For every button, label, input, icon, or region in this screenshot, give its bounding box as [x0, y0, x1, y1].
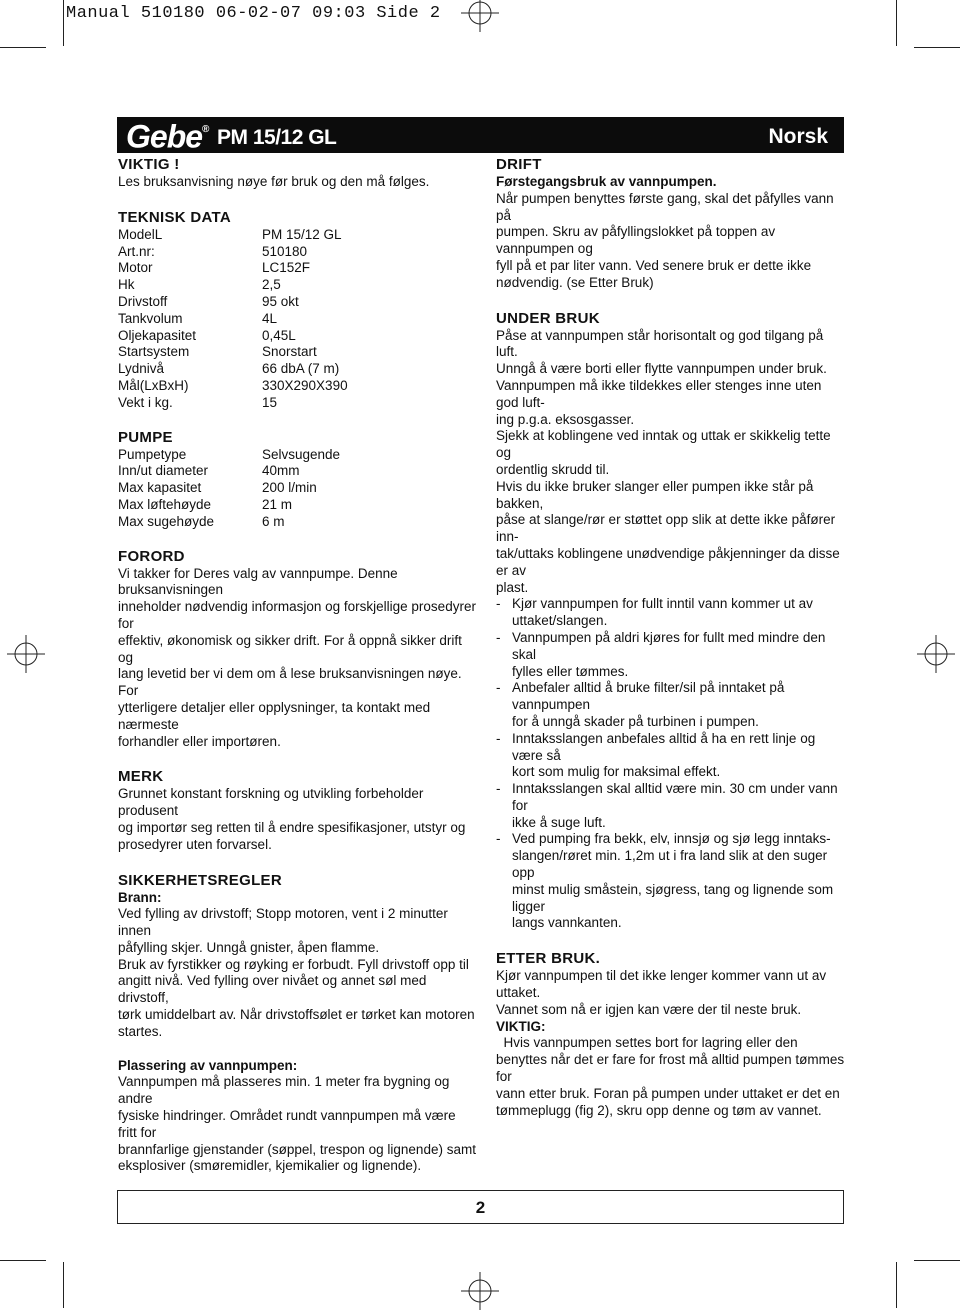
spec-label: ModelL [118, 226, 163, 242]
viktig-note-label: VIKTIG: [496, 1018, 546, 1034]
sikkerhetsregler-heading: SIKKERHETSREGLER [118, 871, 282, 889]
viktig-note-line: benyttes når det er fare for frost må alltid pumpen tømmes for [496, 1052, 845, 1085]
under-bruk-line: plast. [496, 579, 529, 595]
plassering-line: brannfarlige gjenstander (søppel, trespon og lignende) samt [118, 1141, 476, 1157]
forord-heading: FORORD [118, 547, 185, 565]
forstegangsbruk-line: pumpen. Skru av påfyllingslokket på toppen av vannpumpen og [496, 224, 776, 257]
forord-line: inneholder nødvendig informasjon og forskjellige prosedyrer for [118, 599, 476, 631]
plassering-line: fysiske hindringer. Området rundt vannpumpen må være fritt for [118, 1108, 456, 1140]
dash-bullet: - [496, 781, 501, 797]
brann-line: tørk umiddelbart av. Når drivstoffsølet er tørket kan motoren [118, 1007, 475, 1023]
spec-value: 6 m [262, 513, 285, 529]
list-item-line: Inntaksslangen skal alltid være min. 30 cm under vann for [512, 781, 838, 813]
list-item-line: Anbefaler alltid å bruke filter/sil på inntaket på vannpumpen [512, 680, 785, 713]
under-bruk-line: tak/uttaks koblingene unødvendige påkjenninger da disse er av [496, 545, 840, 578]
under-bruk-text [496, 328, 846, 597]
spec-label: Art.nr: [118, 243, 155, 259]
list-item [496, 680, 846, 730]
list-item [496, 831, 846, 932]
brann-line: Bruk av fyrstikker og røyking er forbudt. Fyll drivstoff opp til [118, 956, 469, 972]
spec-label: Max kapasitet [118, 480, 202, 496]
viktig-heading: VIKTIG ! [118, 156, 180, 173]
viktig-note-line: tømmeplugg (fig 2), skru opp denne og tøm av vannet. [496, 1102, 822, 1118]
drift-heading: DRIFT [496, 156, 542, 173]
spec-row [118, 514, 478, 531]
spec-label: Mål(LxBxH) [118, 377, 189, 393]
list-item-line: Inntaksslangen anbefales alltid å ha en rett linje og være så [512, 730, 816, 763]
list-item-line: Vannpumpen på aldri kjøres for fullt med mindre den skal [512, 629, 826, 662]
etter-bruk-text [496, 968, 846, 1018]
model-title: PM 15/12 GL [217, 126, 337, 149]
spec-row [118, 277, 478, 294]
dash-bullet: - [496, 596, 501, 612]
spec-label: Inn/ut diameter [118, 463, 209, 479]
dash-bullet: - [496, 680, 501, 696]
forord-line: ytterligere detaljer eller opplysninger, ta kontakt med nærmeste [118, 699, 431, 732]
under-bruk-heading: UNDER BRUK [496, 309, 600, 327]
list-item-line: langs vannkanten. [512, 915, 622, 931]
spec-row [118, 244, 478, 261]
spec-row [118, 311, 478, 328]
forord-line: forhandler eller importøren. [118, 733, 281, 749]
spec-value: Selvsugende [262, 446, 341, 462]
list-item-text [512, 630, 846, 680]
crop-mark [63, 0, 64, 46]
merk-heading: MERK [118, 768, 164, 786]
brann-line: Ved fylling av drivstoff; Stopp motoren, vent i 2 minutter innen [118, 906, 448, 939]
forord-line: Vi takker for Deres valg av vannpumpe. Denne bruksanvisningen [118, 565, 398, 598]
list-item-line: kort som mulig for maksimal effekt. [512, 764, 721, 780]
dash-bullet: - [496, 730, 501, 746]
list-item [496, 731, 846, 781]
brann-line: påfylling skjer. Unngå gnister, åpen flamme. [118, 939, 380, 955]
right-column [496, 155, 846, 1119]
viktig-note-first-line: Hvis vannpumpen settes bort for lagring eller den [496, 1035, 798, 1051]
under-bruk-line: påse at slange/rør er støttet opp slik at dette ikke påfører inn- [496, 512, 836, 545]
spec-row [118, 447, 478, 464]
spec-row [118, 395, 478, 412]
etter-bruk-line: Kjør vannpumpen til det ikke lenger kommer vann ut av uttaket. [496, 968, 827, 1001]
spec-label: Max sugehøyde [118, 513, 215, 529]
page-number: 2 [475, 1198, 486, 1217]
forstegangsbruk-text [496, 191, 846, 292]
spec-label: Pumpetype [118, 446, 187, 462]
spec-row [118, 361, 478, 378]
forstegangsbruk-line: Når pumpen benyttes første gang, skal det påfylles vann på [496, 190, 834, 223]
merk-line: prosedyrer uten forvarsel. [118, 836, 272, 852]
language-label: Norsk [768, 125, 828, 148]
forord-line: effektiv, økonomisk og sikker drift. For å oppnå sikker drift og [118, 632, 462, 665]
etter-bruk-heading: ETTER BRUK. [496, 950, 601, 968]
spec-value: 330X290X390 [262, 377, 348, 393]
list-item-text [512, 596, 846, 630]
spec-value: PM 15/12 GL [262, 226, 342, 242]
pumpe-heading: PUMPE [118, 428, 173, 446]
crop-mark [914, 1260, 960, 1261]
spec-label: Startsystem [118, 344, 190, 360]
title-banner [117, 117, 844, 153]
teknisk-data-heading: TEKNISK DATA [118, 208, 232, 226]
forstegangsbruk-subheading: Førstegangsbruk av vannpumpen. [496, 174, 717, 189]
under-bruk-line: Påse at vannpumpen står horisontalt og god tilgang på luft. [496, 327, 824, 360]
viktig-text: Les bruksanvisning nøye før bruk og den må følges. [118, 174, 430, 189]
spec-value: 66 dbA (7 m) [262, 361, 340, 377]
spec-row [118, 480, 478, 497]
crop-mark [896, 0, 897, 46]
under-bruk-line: ing p.g.a. eksosgasser. [496, 411, 635, 427]
pumpe-table [118, 447, 478, 531]
spec-value: 510180 [262, 243, 308, 259]
gebe-logo: Gebe® [126, 118, 209, 155]
under-bruk-line: Vannpumpen må ikke tildekkes eller stenges inne uten god luft- [496, 377, 822, 410]
spec-value: 2,5 [262, 277, 281, 293]
etter-bruk-line: Vannet som nå er igjen kan være der til neste bruk. [496, 1001, 802, 1017]
spec-value: 40mm [262, 463, 300, 479]
spec-row [118, 227, 478, 244]
spec-label: Oljekapasitet [118, 327, 197, 343]
registration-mark-icon [7, 635, 45, 673]
list-item [496, 781, 846, 831]
spec-label: Vekt i kg. [118, 394, 173, 410]
spec-label: Tankvolum [118, 310, 183, 326]
list-item-line: Ved pumping fra bekk, elv, innsjø og sjø legg inntaks- [512, 831, 831, 847]
list-item-text [512, 731, 846, 781]
viktig-note [496, 1019, 846, 1053]
forord-line: lang levetid ber vi dem om å lese bruksanvisningen nøye. For [118, 666, 462, 699]
list-item-line: uttaket/slangen. [512, 613, 608, 629]
spec-label: Max løftehøyde [118, 496, 212, 512]
under-bruk-line: Unngå å være borti eller flytte vannpumpen under bruk. [496, 361, 827, 377]
under-bruk-line: ordentlig skrudd til. [496, 461, 610, 477]
plassering-line: eksplosiver (smøremidler, kjemikalier og lignende). [118, 1158, 422, 1174]
spec-row [118, 344, 478, 361]
spec-row [118, 378, 478, 395]
spec-value: 200 l/min [262, 480, 317, 496]
spec-row [118, 260, 478, 277]
spec-row [118, 294, 478, 311]
spec-value: 4L [262, 310, 278, 326]
list-item-line: for å unngå skader på turbinen i pumpen. [512, 713, 759, 729]
crop-mark [0, 1260, 46, 1261]
list-item-line: Kjør vannpumpen for fullt inntil vann kommer ut av [512, 596, 813, 612]
spec-value: 0,45L [262, 327, 296, 343]
forord-text [118, 566, 478, 751]
spec-label: Motor [118, 260, 153, 276]
crop-mark [914, 47, 960, 48]
spec-value: 95 okt [262, 293, 299, 309]
plassering-subheading: Plassering av vannpumpen: [118, 1057, 298, 1073]
registration-mark-icon [461, 1272, 499, 1310]
dash-bullet: - [496, 831, 501, 847]
list-item [496, 630, 846, 680]
registration-mark-icon [917, 635, 955, 673]
spec-row [118, 328, 478, 345]
list-item-text [512, 680, 846, 730]
list-item-text [512, 781, 846, 831]
spec-value: Snorstart [262, 344, 317, 360]
under-bruk-list [496, 596, 846, 932]
plassering-text [118, 1074, 478, 1175]
list-item-line: minst mulig småstein, sjøgress, tang og lignende som ligger [512, 881, 834, 914]
plassering-line: Vannpumpen må plasseres min. 1 meter fra bygning og andre [118, 1074, 450, 1107]
spec-value: 15 [262, 394, 278, 410]
crop-mark [896, 1262, 897, 1308]
viktig-note-line: vann etter bruk. Foran på pumpen under uttaket er det en [496, 1085, 840, 1101]
left-column [118, 155, 478, 1175]
teknisk-data-table [118, 227, 478, 412]
merk-line: Grunnet konstant forskning og utvikling forbeholder produsent [118, 786, 424, 819]
spec-value: 21 m [262, 496, 293, 512]
list-item-line: ikke å suge luft. [512, 814, 606, 830]
spec-value: LC152F [262, 260, 311, 276]
spec-row [118, 463, 478, 480]
list-item-line: slangen/røret min. 1,2m ut i fra land slik at den suger opp [512, 848, 828, 881]
spec-label: Drivstoff [118, 293, 168, 309]
forstegangsbruk-line: nødvendig. (se Etter Bruk) [496, 274, 654, 290]
merk-text [118, 786, 478, 853]
spec-row [118, 497, 478, 514]
print-slug: Manual 510180 06-02-07 09:03 Side 2 [66, 4, 441, 23]
under-bruk-line: Hvis du ikke bruker slanger eller pumpen ikke står på bakken, [496, 478, 814, 511]
page-number-box [117, 1190, 844, 1224]
forstegangsbruk-line: fyll på et par liter vann. Ved senere bruk er dette ikke [496, 257, 812, 273]
spec-label: Lydnivå [118, 361, 165, 377]
crop-mark [63, 1262, 64, 1308]
brann-subheading: Brann: [118, 889, 162, 905]
viktig-note-text [496, 1052, 846, 1119]
under-bruk-line: Sjekk at koblingene ved inntak og uttak er skikkelig tette og [496, 428, 831, 461]
merk-line: og importør seg retten til å endre spesifikasjoner, utstyr og [118, 819, 466, 835]
dash-bullet: - [496, 629, 501, 645]
list-item [496, 596, 846, 630]
brann-line: startes. [118, 1023, 163, 1039]
brann-text [118, 906, 478, 1040]
spec-label: Hk [118, 277, 135, 293]
registration-mark-icon [461, 0, 499, 32]
list-item-text [512, 831, 846, 932]
list-item-line: fylles eller tømmes. [512, 663, 629, 679]
brann-line: angitt nivå. Ved fylling over nivået og annet søl med drivstoff, [118, 973, 427, 1006]
crop-mark [0, 47, 46, 48]
